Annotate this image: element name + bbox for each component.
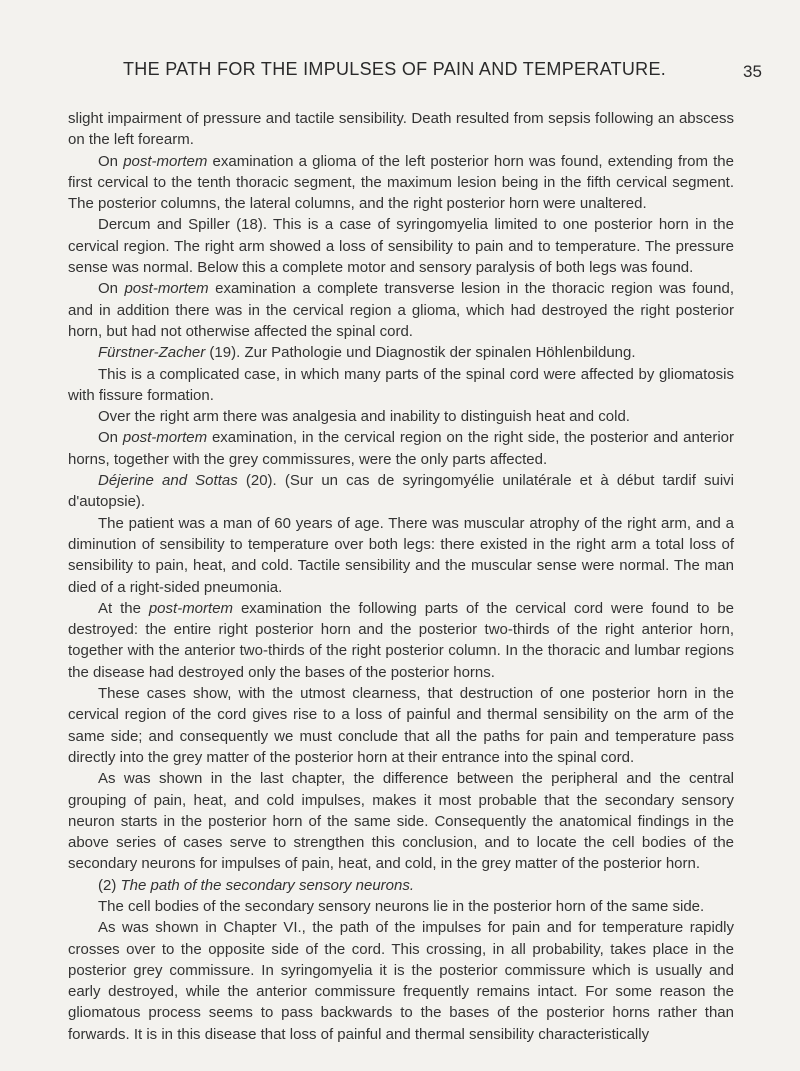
paragraph: As was shown in Chapter VI., the path of the impulses for pain and for temperature rapidly crosses over to the opposite side of the cord. This crossing, in all probability, takes place in the posterior grey commissure. In syringomyelia it is the posterior commissure which is usually and early destroyed, while the anterior commissure frequently remains intact. For some reason the gliomatous process seems to pass backwards to the bases of the posterior horns rather than forwards. It is in this disease that loss of painful and thermal sensibility characteristically bbox=[68, 919, 734, 1043]
paragraph: These cases show, with the utmost clearness, that destruction of one posterior horn in the cervical region of the cord gives rise to a loss of painful and thermal sensibility on the arm of the same side; and consequently we must conclude that all the paths for pain and temperature pass directly into the grey matter of the posterior horn at their entrance into the spinal cord. bbox=[68, 685, 734, 766]
paragraph: At the post-mortem examination the following parts of the cervical cord were found to be destroyed: the entire right posterior horn and the posterior two-thirds of the right anterior horn, together with the anterior two-thirds of the right posterior column. In the thoracic and lumbar regions the disease had destroyed only the bases of the posterior horns. bbox=[68, 599, 734, 681]
paragraph: Over the right arm there was analgesia and inability to distinguish heat and cold. bbox=[98, 408, 630, 426]
paragraph: On post-mortem examination a complete transverse lesion in the thoracic region was found, and in addition there was in the cervical region a glioma, which had destroyed the right posterior horn, but had not otherwise affected the spinal cord. bbox=[68, 280, 734, 340]
body-text bbox=[68, 108, 734, 1045]
paragraph: This is a complicated case, in which many parts of the spinal cord were affected by gliomatosis with fissure formation. bbox=[68, 365, 734, 404]
paragraph: The cell bodies of the secondary sensory neurons lie in the posterior horn of the same side. bbox=[98, 897, 705, 915]
section-title: The path of the secondary sensory neurons. bbox=[120, 876, 415, 894]
italic-term: post-mortem bbox=[122, 429, 208, 447]
paragraph: Dercum and Spiller (18). This is a case of syringomyelia limited to one posterior horn in the cervical region. The right arm showed a loss of sensibility to pain and to temperature. The pressure sense was normal. Below this a complete motor and sensory paralysis of both legs was found. bbox=[68, 216, 734, 277]
italic-term: post-mortem bbox=[123, 152, 208, 170]
author-name: Fürstner-Zacher bbox=[98, 344, 206, 362]
paragraph: slight impairment of pressure and tactile sensibility. Death resulted from sepsis following an abscess on the left forearm. bbox=[68, 110, 734, 149]
italic-term: post-mortem bbox=[148, 599, 234, 617]
paragraph: As was shown in the last chapter, the difference between the peripheral and the central grouping of pain, heat, and cold impulses, makes it most probable that the secondary sensory neuron starts in the posterior horn of the same side. Consequently the anatomical findings in the above series of cases serve to strengthen this conclusion, and to locate the cell bodies of the secondary neurons for impulses of pain, heat, and cold, in the grey matter of the posterior horn. bbox=[68, 770, 734, 873]
running-title: THE PATH FOR THE IMPULSES OF PAIN AND TEMPERATURE. bbox=[123, 59, 667, 79]
section-heading: (2) The path of the secondary sensory neurons. bbox=[98, 876, 415, 894]
author-name: Déjerine and Sottas bbox=[98, 472, 238, 490]
citation-paragraph: Déjerine and Sottas (20). (Sur un cas de syringomyélie unilatérale et à début tardif suivi d'autopsie). bbox=[68, 472, 735, 511]
paragraph: The patient was a man of 60 years of age. There was muscular atrophy of the right arm, and a diminution of sensibility to temperature over both legs: there existed in the right arm a total loss of sensibility to pain, heat, and cold. Tactile sensibility and the muscular sense were normal. The man died of a right-sided pneumonia. bbox=[68, 514, 734, 596]
paragraph: On post-mortem examination, in the cervical region on the right side, the posterior and anterior horns, together with the grey commissures, were the only parts affected. bbox=[68, 429, 734, 468]
page-number: 35 bbox=[743, 62, 762, 81]
citation-paragraph: Fürstner-Zacher (19). Zur Pathologie und Diagnostik der spinalen Höhlenbildung. bbox=[98, 344, 636, 362]
running-head bbox=[0, 59, 800, 89]
italic-term: post-mortem bbox=[124, 280, 209, 298]
paragraph: On post-mortem examination a glioma of the left posterior horn was found, extending from the first cervical to the tenth thoracic segment, the maximum lesion being in the fifth cervical segment. The posterior columns, the lateral columns, and the right posterior horn were unaltered. bbox=[68, 152, 734, 213]
